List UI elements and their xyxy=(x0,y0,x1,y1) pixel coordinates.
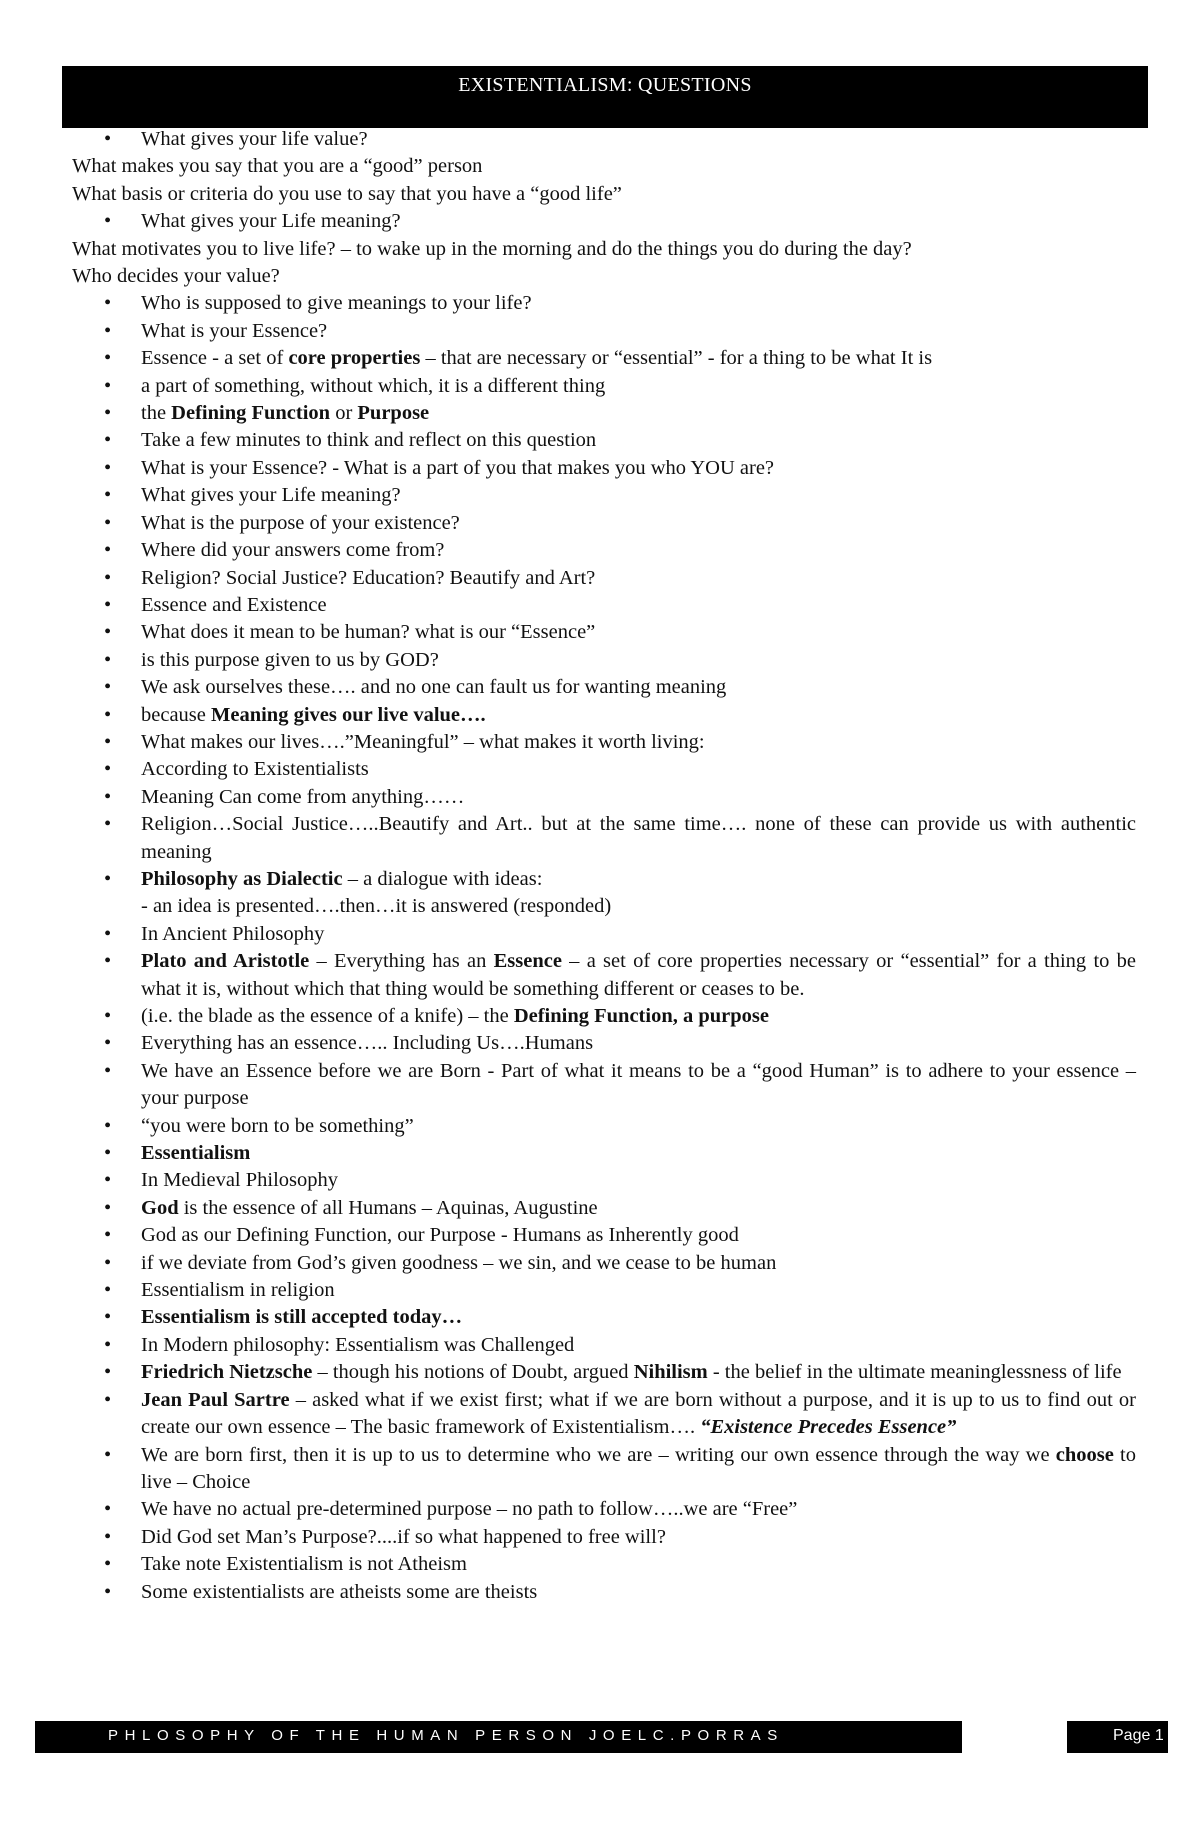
bold-text: Purpose xyxy=(357,402,430,425)
bullet-item xyxy=(70,948,1136,1003)
bullet-icon: • xyxy=(104,210,112,233)
bullet-icon: • xyxy=(104,621,112,644)
bullet-icon: • xyxy=(104,1443,112,1466)
text-segment: – though his notions of Doubt, argued xyxy=(312,1361,634,1384)
text-segment: According to Existentialists xyxy=(141,758,369,781)
bullet-item xyxy=(70,866,1136,893)
bullet-icon: • xyxy=(104,1361,112,1384)
bullet-item xyxy=(70,1003,1136,1030)
bullet-item xyxy=(70,1524,1136,1551)
bullet-item xyxy=(70,921,1136,948)
bullet-icon: • xyxy=(104,402,112,425)
text-segment: In Ancient Philosophy xyxy=(141,922,325,945)
text-segment: Did God set Man’s Purpose?....if so what happened to free will? xyxy=(141,1525,666,1548)
page-footer xyxy=(35,1721,962,1753)
bullet-item xyxy=(70,208,1136,235)
text-segment: or xyxy=(330,402,358,425)
bullet-item xyxy=(70,1222,1136,1249)
bullet-icon: • xyxy=(104,922,112,945)
footer-text: PHLOSOPHY OF THE HUMAN PERSON JOELC.PORRAS xyxy=(108,1727,784,1744)
bullet-icon: • xyxy=(104,347,112,370)
bullet-icon: • xyxy=(104,1142,112,1165)
bold-text: Jean Paul Sartre xyxy=(141,1388,290,1411)
bullet-item xyxy=(70,1551,1136,1578)
text-line xyxy=(70,181,1136,208)
bullet-item xyxy=(70,674,1136,701)
text-segment: Take a few minutes to think and reflect on this question xyxy=(141,429,597,452)
bullet-icon: • xyxy=(104,566,112,589)
document-body xyxy=(70,126,1136,1606)
bullet-item xyxy=(70,1195,1136,1222)
bullet-icon: • xyxy=(104,867,112,890)
bullet-item xyxy=(70,1113,1136,1140)
page-number-box xyxy=(1067,1721,1168,1753)
text-segment: In Medieval Philosophy xyxy=(141,1169,339,1192)
bullet-icon: • xyxy=(104,374,112,397)
bold-text: Essence xyxy=(493,950,562,973)
text-segment: is the essence of all Humans – Aquinas, Augustine xyxy=(178,1196,598,1219)
text-segment: What gives your Life meaning? xyxy=(141,210,401,233)
bullet-item xyxy=(70,345,1136,372)
bullet-icon: • xyxy=(104,593,112,616)
document-title-bar xyxy=(62,66,1148,128)
text-segment: Everything has an essence….. Including Us….Humans xyxy=(141,1032,594,1055)
bold-text: Philosophy as Dialectic xyxy=(141,867,343,890)
bullet-icon: • xyxy=(104,1306,112,1329)
bullet-item xyxy=(70,510,1136,537)
text-segment: Who is supposed to give meanings to your life? xyxy=(141,292,532,315)
text-segment: In Modern philosophy: Essentialism was Challenged xyxy=(141,1333,575,1356)
bullet-item xyxy=(70,537,1136,564)
bullet-icon: • xyxy=(104,511,112,534)
bold-text: Defining Function xyxy=(171,402,331,425)
text-segment: What makes our lives….”Meaningful” – what makes it worth living: xyxy=(141,730,705,753)
text-segment: God as our Defining Function, our Purpose - Humans as Inherently good xyxy=(141,1224,739,1247)
bullet-item xyxy=(70,455,1136,482)
bullet-item xyxy=(70,1332,1136,1359)
bullet-item xyxy=(70,1167,1136,1194)
bullet-icon: • xyxy=(104,319,112,342)
bullet-item xyxy=(70,811,1136,866)
text-segment: a part of something, without which, it is a different thing xyxy=(141,374,606,397)
text-segment: We ask ourselves these…. and no one can fault us for wanting meaning xyxy=(141,676,727,699)
bullet-icon: • xyxy=(104,484,112,507)
bold-text: Meaning gives our live value…. xyxy=(211,703,486,726)
bold-text: Plato and Aristotle xyxy=(141,950,310,973)
text-segment: because xyxy=(141,703,211,726)
text-segment: What does it mean to be human? what is our “Essence” xyxy=(141,621,596,644)
bullet-icon: • xyxy=(104,1005,112,1027)
bold-text: core properties xyxy=(288,347,421,370)
text-segment: Who decides your value? xyxy=(72,265,280,288)
bullet-item xyxy=(70,373,1136,400)
text-segment: What basis or criteria do you use to say that you have a “good life” xyxy=(72,182,622,205)
bold-text: God xyxy=(141,1196,179,1219)
bullet-item xyxy=(70,290,1136,317)
text-segment: Religion? Social Justice? Education? Beautify and Art? xyxy=(141,566,596,589)
bullet-item xyxy=(70,1304,1136,1331)
text-segment: We have no actual pre-determined purpose – no path to follow…..we are “Free” xyxy=(141,1498,798,1521)
bullet-item xyxy=(70,592,1136,619)
bullet-item xyxy=(70,1030,1136,1057)
bullet-item xyxy=(70,647,1136,674)
bullet-icon: • xyxy=(104,1580,112,1603)
text-segment: What gives your Life meaning? xyxy=(141,484,401,507)
text-segment: to live – Choice xyxy=(141,1443,1136,1493)
bullet-icon: • xyxy=(104,1196,112,1219)
bullet-icon: • xyxy=(104,1169,112,1192)
bullet-icon: • xyxy=(104,1279,112,1302)
bold-text: choose xyxy=(1055,1443,1114,1466)
bold-text: Defining Function, a purpose xyxy=(513,1005,769,1027)
bullet-icon: • xyxy=(104,1388,112,1411)
text-segment: – a dialogue with ideas: xyxy=(342,867,543,890)
text-segment: - an idea is presented….then…it is answered (responded) xyxy=(141,895,612,918)
text-segment: Take note Existentialism is not Atheism xyxy=(141,1553,467,1576)
text-line xyxy=(70,153,1136,180)
bold-text: Friedrich Nietzsche xyxy=(141,1361,313,1384)
bullet-icon: • xyxy=(104,1525,112,1548)
text-segment: – a set of core properties necessary or “essential” for a thing to be what it is, without which that thing would be something different or ceases to be. xyxy=(141,950,1136,1000)
text-segment: What is your Essence? - What is a part of you that makes you who YOU are? xyxy=(141,456,775,479)
text-segment: Some existentialists are atheists some are theists xyxy=(141,1580,538,1603)
text-segment: Essentialism in religion xyxy=(141,1279,335,1302)
text-line xyxy=(70,893,1136,920)
text-segment: We have an Essence before we are Born - Part of what it means to be a “good Human” is to adhere to your essence – your purpose xyxy=(141,1059,1136,1110)
bullet-icon: • xyxy=(104,456,112,479)
bullet-item xyxy=(70,1058,1136,1113)
bullet-icon: • xyxy=(104,730,112,753)
bold-text: Nihilism xyxy=(633,1361,708,1384)
bullet-item xyxy=(70,756,1136,783)
bullet-item xyxy=(70,400,1136,427)
bullet-icon: • xyxy=(104,1059,112,1082)
text-segment: What is your Essence? xyxy=(141,319,328,342)
bullet-item xyxy=(70,702,1136,729)
bullet-item xyxy=(70,729,1136,756)
bullet-item xyxy=(70,126,1136,153)
bullet-icon: • xyxy=(104,539,112,562)
bullet-icon: • xyxy=(104,785,112,808)
text-segment: is this purpose given to us by GOD? xyxy=(141,648,439,671)
bullet-icon: • xyxy=(104,1032,112,1055)
bullet-item xyxy=(70,565,1136,592)
bold-text: Essentialism is still accepted today… xyxy=(141,1306,463,1329)
text-segment: Religion…Social Justice…..Beautify and Art.. but at the same time…. none of these can provide us with authentic meaning xyxy=(141,813,1136,863)
text-segment: (i.e. the blade as the essence of a knife) – the xyxy=(141,1005,514,1027)
bullet-item xyxy=(70,1359,1136,1386)
text-segment: the xyxy=(141,402,172,425)
bullet-item xyxy=(70,1496,1136,1523)
bullet-icon: • xyxy=(104,1251,112,1274)
page-number: Page 1 xyxy=(1113,1727,1164,1744)
bullet-icon: • xyxy=(104,648,112,671)
bullet-icon: • xyxy=(104,128,112,150)
bullet-icon: • xyxy=(104,429,112,452)
bold-text: Essentialism xyxy=(141,1142,251,1165)
text-segment: What gives your life value? xyxy=(141,128,368,150)
bullet-item xyxy=(70,1387,1136,1442)
text-segment: Where did your answers come from? xyxy=(141,539,445,562)
text-segment: – Everything has an xyxy=(309,950,494,973)
bullet-item xyxy=(70,1250,1136,1277)
bullet-icon: • xyxy=(104,1333,112,1356)
document-title: EXISTENTIALISM: QUESTIONS xyxy=(458,74,752,96)
text-line xyxy=(70,236,1136,263)
bullet-item xyxy=(70,482,1136,509)
text-segment: What motivates you to live life? – to wake up in the morning and do the things you do during the day? xyxy=(72,237,912,260)
text-segment: – that are necessary or “essential” - for a thing to be what It is xyxy=(420,347,933,370)
text-segment: - the belief in the ultimate meaninglessness of life xyxy=(707,1361,1122,1384)
text-segment: We are born first, then it is up to us to determine who we are – writing our own essence through the way we xyxy=(141,1443,1056,1466)
bullet-item xyxy=(70,619,1136,646)
bullet-item xyxy=(70,1140,1136,1167)
bullet-icon: • xyxy=(104,1224,112,1247)
bullet-item xyxy=(70,784,1136,811)
bullet-icon: • xyxy=(104,758,112,781)
text-segment: What makes you say that you are a “good” person xyxy=(72,155,483,178)
bullet-icon: • xyxy=(104,703,112,726)
text-segment: “you were born to be something” xyxy=(141,1114,414,1137)
text-line xyxy=(70,263,1136,290)
bullet-icon: • xyxy=(104,292,112,315)
bullet-item xyxy=(70,1277,1136,1304)
text-segment: Essence - a set of xyxy=(141,347,289,370)
bullet-icon: • xyxy=(104,1114,112,1137)
text-segment: Meaning Can come from anything…… xyxy=(141,785,465,808)
bullet-item xyxy=(70,318,1136,345)
bullet-icon: • xyxy=(104,813,112,836)
bullet-icon: • xyxy=(104,676,112,699)
bullet-item xyxy=(70,1579,1136,1606)
bullet-icon: • xyxy=(104,950,112,973)
bullet-item xyxy=(70,427,1136,454)
bold-text: “Existence Precedes Essence” xyxy=(700,1416,957,1439)
text-segment: Essence and Existence xyxy=(141,593,327,616)
bullet-icon: • xyxy=(104,1498,112,1521)
bullet-icon: • xyxy=(104,1553,112,1576)
bullet-item xyxy=(70,1442,1136,1497)
text-segment: What is the purpose of your existence? xyxy=(141,511,460,534)
text-segment: – asked what if we exist first; what if we are born without a purpose, and it is up to us to find out or create our own essence – The basic framework of Existentialism…. xyxy=(141,1388,1136,1439)
text-segment: if we deviate from God’s given goodness – we sin, and we cease to be human xyxy=(141,1251,777,1274)
